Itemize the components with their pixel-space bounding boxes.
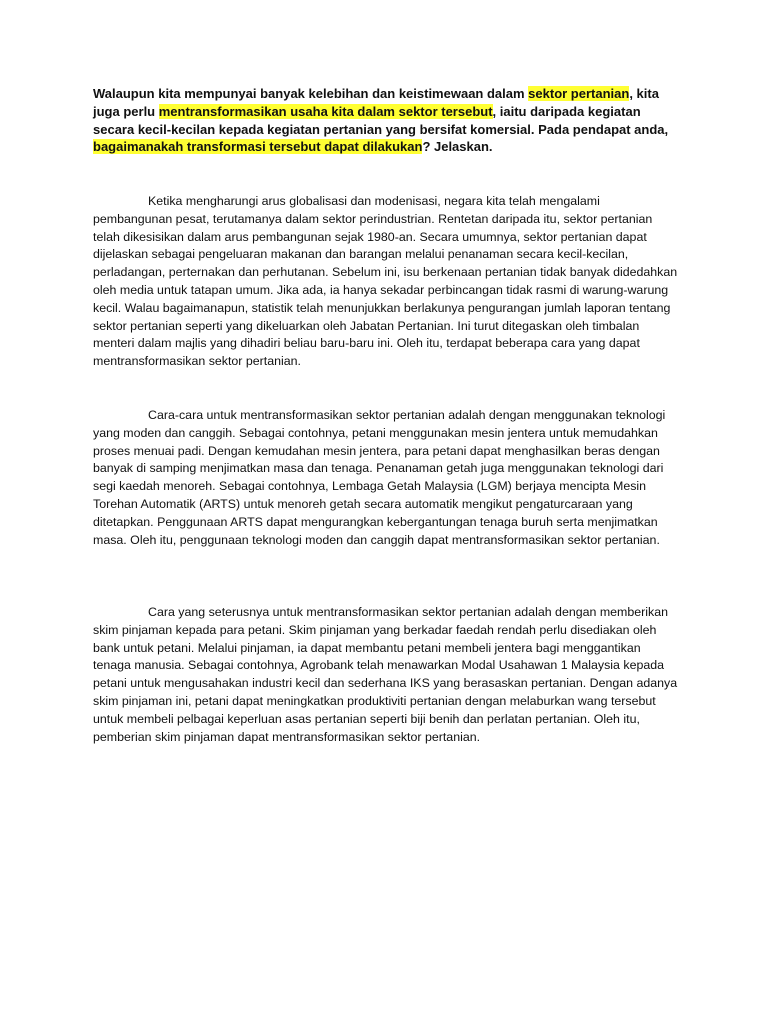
- highlighted-phrase-bagaimanakah: bagaimanakah transformasi tersebut dapat dilakukan: [93, 139, 423, 155]
- paragraph-point-technology: [93, 407, 681, 549]
- paragraph-text: Cara-cara untuk mentransformasikan sektor pertanian adalah dengan menggunakan teknologi yang moden dan canggih. Sebagai contohnya, petani menggunakan mesin jentera untuk memudahkan proses menuai padi. Dengan kemudahan mesin jentera, para petani dapat menghasilkan beras dengan banyak di samping menjimatkan masa dan tenaga. Penanaman getah juga menggunakan teknologi dari segi kaedah menoreh. Sebagai contohnya, Lembaga Getah Malaysia (LGM) berjaya mencipta Mesin Torehan Automatik (ARTS) untuk menoreh getah secara automatik mengikut pengaturcaraan yang ditetapkan. Penggunaan ARTS dapat mengurangkan kebergantungan tenaga buruh serta menjimatkan masa. Oleh itu, penggunaan teknologi moden dan canggih dapat mentransformasikan sektor pertanian.: [93, 408, 666, 547]
- question-text: ? Jelaskan.: [422, 139, 493, 155]
- question-text: , kita juga perlu: [93, 86, 659, 119]
- highlighted-phrase-transformasi-usaha: mentransformasikan usaha kita dalam sektor tersebut: [158, 103, 493, 119]
- paragraph-point-loan-scheme: [93, 604, 681, 746]
- question-text: Walaupun kita mempunyai banyak kelebihan dan keistimewaan dalam: [93, 86, 529, 101]
- question-text: , iaitu daripada kegiatan secara kecil-kecilan kepada kegiatan pertanian yang bersifat komersial. Pada pendapat anda,: [93, 103, 669, 137]
- highlighted-phrase-sektor-pertanian: sektor pertanian: [528, 86, 630, 101]
- paragraph-text: Cara yang seterusnya untuk mentransformasikan sektor pertanian adalah dengan memberikan skim pinjaman kepada para petani. Skim pinjaman yang berkadar faedah rendah perlu disediakan oleh bank untuk petani. Melalui pinjaman, ia dapat membantu petani membeli jentera bagi menggantikan tenaga manusia. Sebagai contohnya, Agrobank telah menawarkan Modal Usahawan 1 Malaysia kepada petani untuk mengusahakan industri kecil dan sederhana IKS yang berasaskan pertanian. Dengan adanya skim pinjaman ini, petani dapat meningkatkan produktiviti pertanian dengan melaburkan wang tersebut untuk membeli pelbagai keperluan asas pertanian seperti biji benih dan perlatan pertanian. Oleh itu, pemberian skim pinjaman dapat mentransformasikan sektor pertanian.: [93, 605, 678, 744]
- essay-question: [93, 85, 679, 156]
- paragraph-text: Ketika mengharungi arus globalisasi dan modenisasi, negara kita telah mengalami pembangunan pesat, terutamanya dalam sektor perindustrian. Rentetan daripada itu, sektor pertanian telah dikesisikan dalam arus pembangunan sejak 1980-an. Secara umumnya, sektor pertanian dapat dijelaskan sebagai pengeluaran makanan dan barangan melalui penanaman secara kecil-kecilan, perladangan, perternakan dan perhutanan. Sebelum ini, isu berkenaan pertanian tidak banyak didedahkan oleh media untuk tatapan umum. Jika ada, ia hanya sekadar perbincangan tidak rasmi di warung-warung kecil. Walau bagaimanapun, statistik telah menunjukkan berlakunya pengurangan jumlah laporan tentang sektor pertanian seperti yang dikeluarkan oleh Jabatan Pertanian. Ini turut ditegaskan oleh timbalan menteri dalam majlis yang dihadiri beliau baru-baru ini. Oleh itu, terdapat beberapa cara yang dapat mentransformasikan sektor pertanian.: [93, 194, 678, 369]
- paragraph-introduction: [93, 193, 681, 371]
